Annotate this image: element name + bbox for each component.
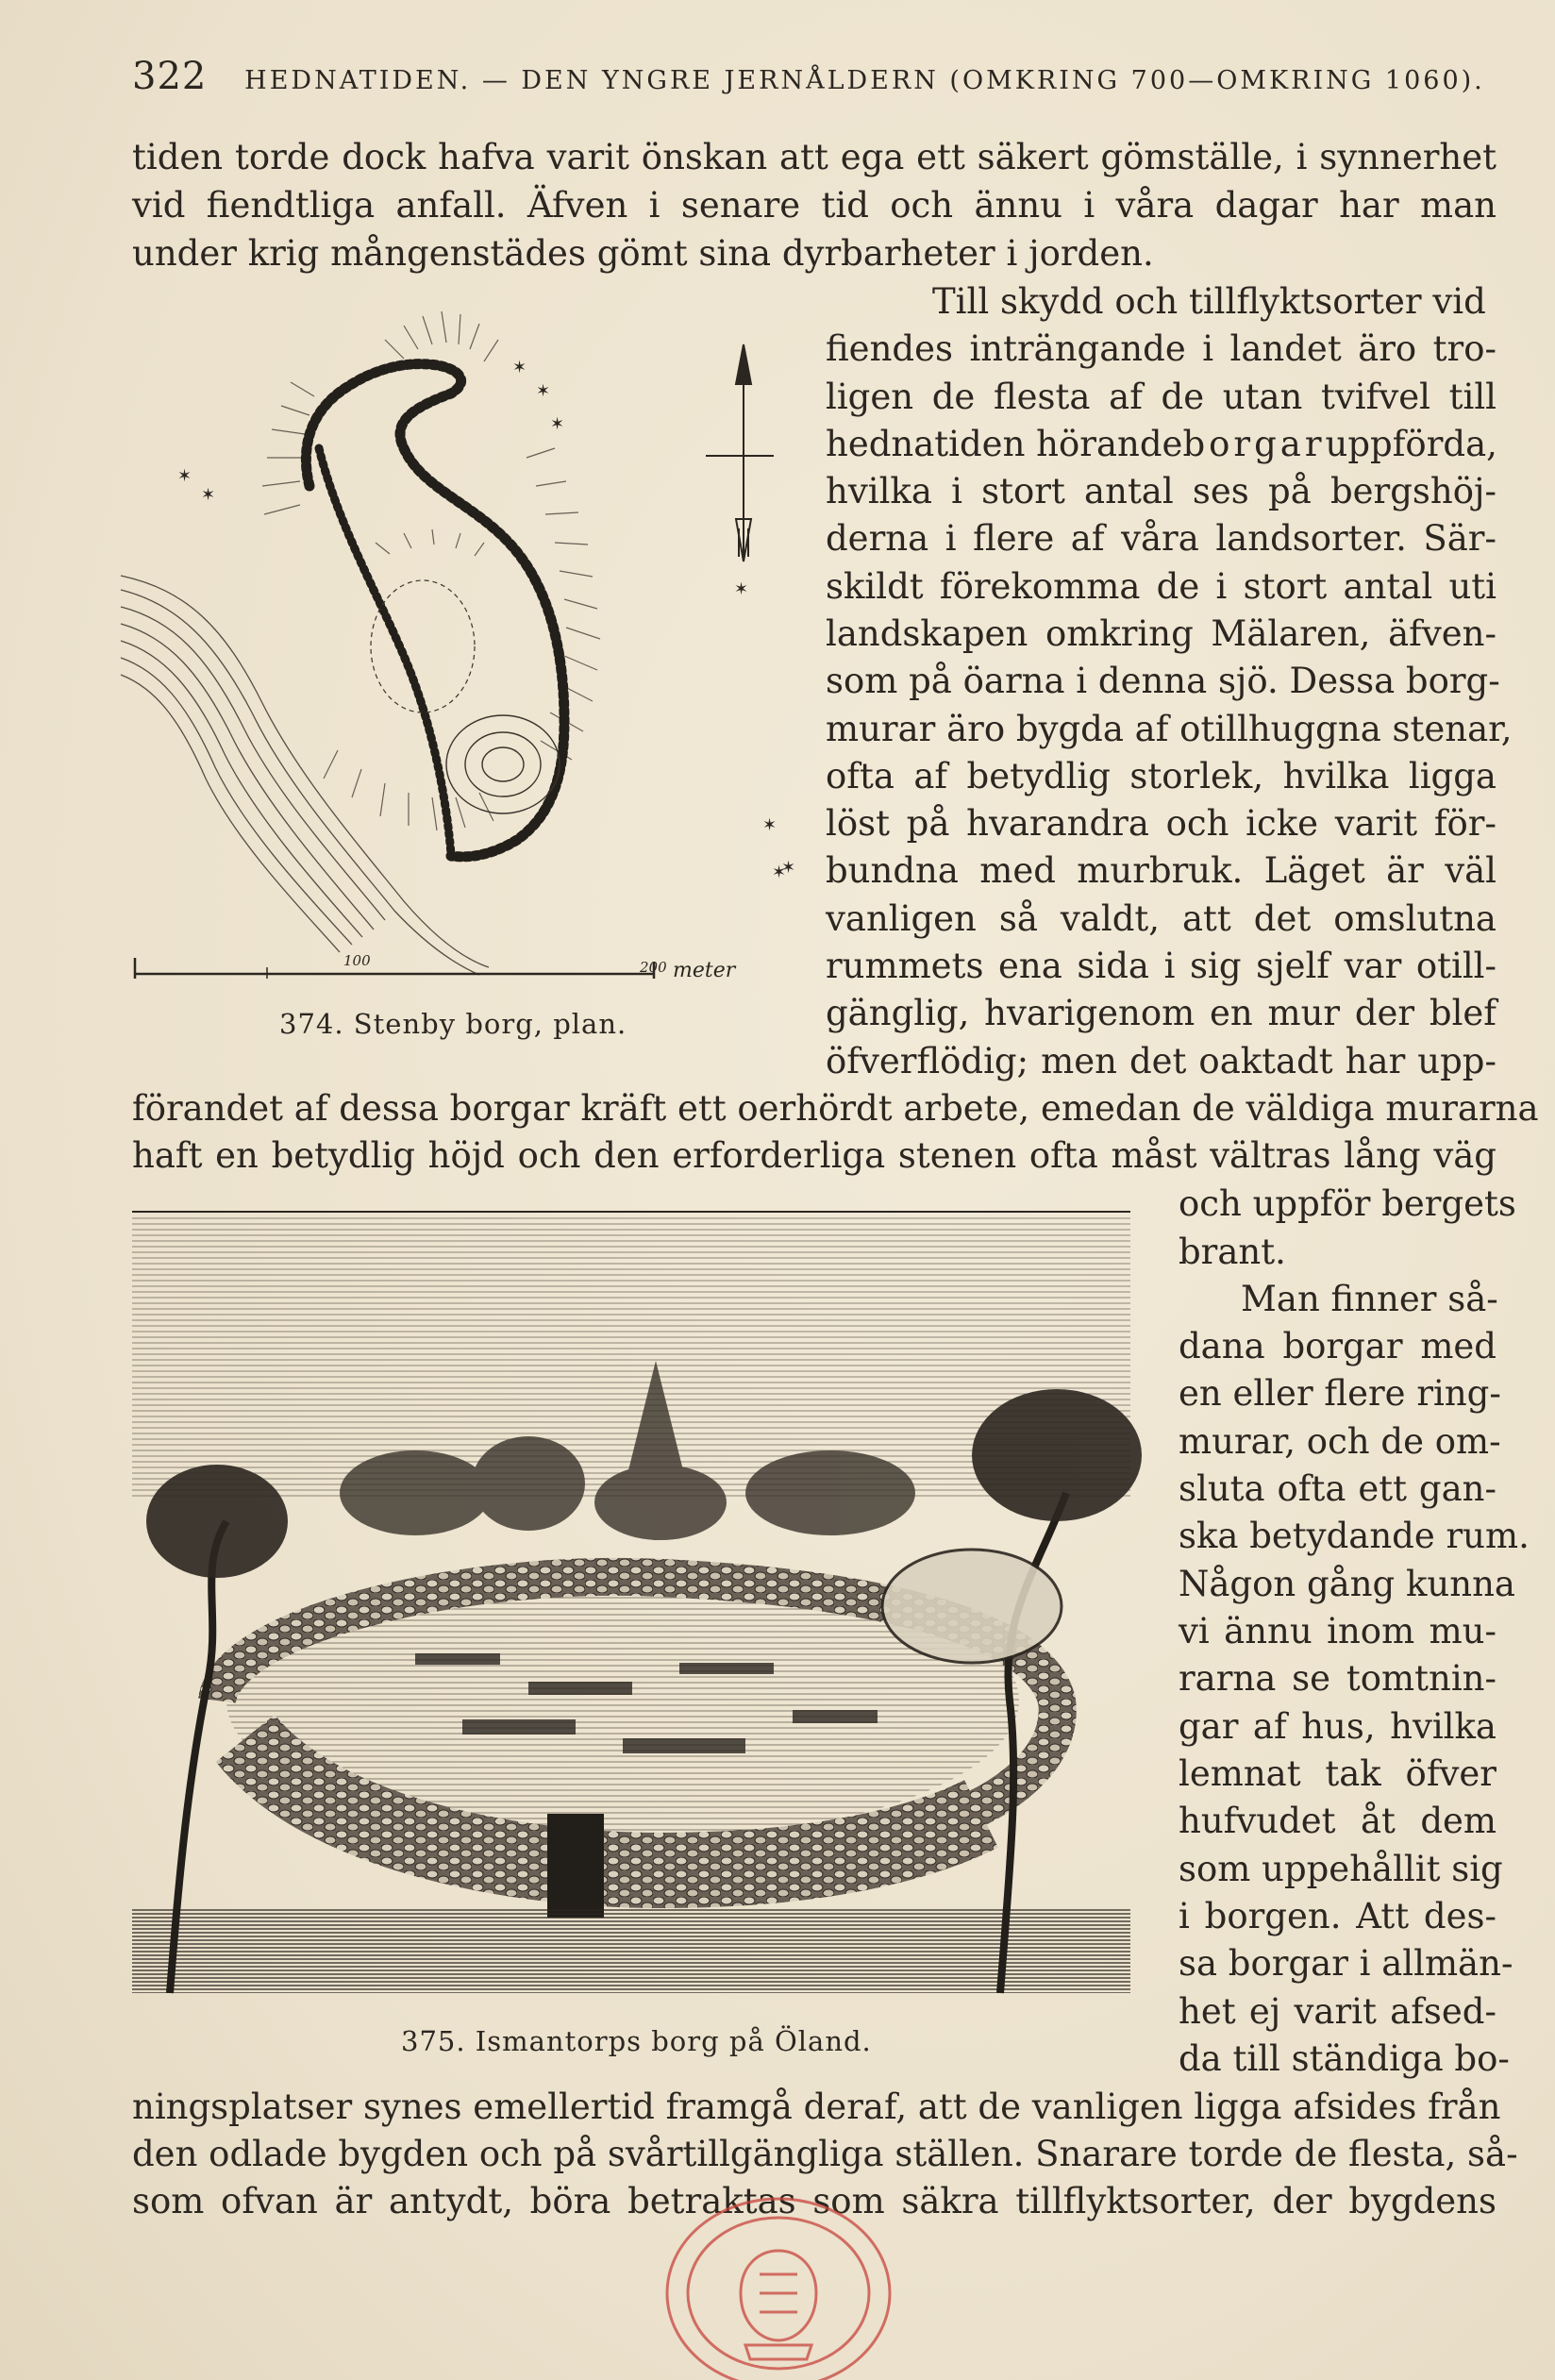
text-line: lemnat tak öfver <box>1179 1753 1496 1794</box>
scale-label-100: 100 <box>343 952 371 969</box>
text-line: som på öarna i denna sjö. Dessa borg- <box>826 661 1500 701</box>
text-line: den odlade bygden och på svårtillgängliga ställen. Snarare torde de flesta, så- <box>132 2134 1518 2174</box>
text-line: i borgen. Att des- <box>1179 1896 1496 1936</box>
text-line: vi ännu inom mu- <box>1179 1611 1496 1651</box>
text-line: öfverflödig; men det oaktadt har upp- <box>826 1041 1496 1081</box>
text-line: sluta ofta ett gan- <box>1179 1468 1496 1509</box>
text-line: hvilka i stort antal ses på bergshöj- <box>826 471 1496 511</box>
page-number: 322 <box>132 55 208 98</box>
text-line: löst på hvarandra och icke varit för- <box>826 803 1496 844</box>
text-line: ningsplatser synes emellertid framgå deraf, att de vanligen ligga afsides från <box>132 2087 1501 2127</box>
text-line: gar af hus, hvilka <box>1179 1706 1496 1747</box>
text-line: som ofvan är antydt, böra betraktas som säkra tillflyktsorter, der bygdens <box>132 2181 1496 2221</box>
text-line: dana borgar med <box>1179 1326 1496 1366</box>
text-line: vanligen så valdt, att det omslutna <box>826 898 1496 939</box>
svg-text:✶: ✶ <box>762 815 778 835</box>
text-line: förandet af dessa borgar kräft ett oerhördt arbete, emedan de väldiga murarna <box>132 1088 1539 1129</box>
text-line: gänglig, hvarigenom en mur der blef <box>826 993 1496 1033</box>
svg-text:✶: ✶ <box>177 466 192 486</box>
scale-label-unit: meter <box>673 959 736 982</box>
text-segment: uppförda, <box>1325 424 1497 464</box>
text-line: murar, och de om- <box>1179 1421 1501 1462</box>
svg-text:✶: ✶ <box>512 358 527 377</box>
emphasized-term: borgar <box>1182 424 1326 464</box>
text-line: murar äro bygda af otillhuggna stenar, <box>826 709 1513 749</box>
text-segment: hednatiden hörande <box>826 424 1183 464</box>
text-line: rummets ena sida i sig sjelf var otill- <box>826 946 1496 986</box>
text-line: Till skydd och tillflyktsorter vid <box>932 281 1486 322</box>
svg-text:✶: ✶ <box>772 863 787 882</box>
text-line: ligen de flesta af de utan tvifvel till <box>826 377 1496 417</box>
text-line: sa borgar i allmän- <box>1179 1943 1513 1984</box>
text-line: hufvudet åt dem <box>1179 1801 1496 1841</box>
text-line: under krig mångenstädes gömt sina dyrbarheter i jorden. <box>132 233 1154 274</box>
text-line: en eller flere ring- <box>1179 1373 1501 1414</box>
figure-375-caption: 375. Ismantorps borg på Öland. <box>401 2025 872 2057</box>
svg-text:✶: ✶ <box>734 579 749 599</box>
text-line: derna i flere af våra landsorter. Sär- <box>826 518 1496 559</box>
text-line: rarna se tomtnin- <box>1179 1658 1496 1699</box>
text-line: het ej varit afsed- <box>1179 1991 1496 2032</box>
svg-text:✶: ✶ <box>550 414 565 434</box>
text-line: ofta af betydlig storlek, hvilka ligga <box>826 756 1496 796</box>
text-line: ska betydande rum. <box>1179 1516 1530 1556</box>
figure-375-engraving <box>132 1210 1130 2003</box>
text-line: tiden torde dock hafva varit önskan att ega ett säkert gömställe, i synnerhet <box>132 137 1496 177</box>
running-header <box>132 55 1491 100</box>
text-line: som uppehållit sig <box>1179 1849 1503 1889</box>
figure-374-plan-map <box>121 307 796 1000</box>
text-line: fiendes inträngande i landet äro tro- <box>826 328 1496 369</box>
text-line: bundna med murbruk. Läget är väl <box>826 850 1496 891</box>
svg-text:✶: ✶ <box>781 858 796 878</box>
svg-text:✶: ✶ <box>536 381 551 401</box>
text-line: landskapen omkring Mälaren, äfven- <box>826 613 1496 654</box>
figure-374-caption: 374. Stenby borg, plan. <box>279 1008 627 1040</box>
text-line: och uppför bergets <box>1179 1183 1516 1224</box>
text-line: Någon gång kunna <box>1179 1564 1515 1604</box>
scale-label-200: 200 <box>640 959 667 976</box>
text-line: da till ständiga bo- <box>1179 2038 1510 2079</box>
svg-text:✶: ✶ <box>201 485 216 505</box>
text-line: skildt förekomma de i stort antal uti <box>826 566 1496 607</box>
text-line: brant. <box>1179 1232 1286 1272</box>
text-line: vid fiendtliga anfall. Äfven i senare tid och ännu i våra dagar har man <box>132 185 1496 226</box>
text-line-with-emphasis <box>826 421 1496 468</box>
running-title: HEDNATIDEN. — DEN YNGRE JERNÅLDERN (OMKRING 700—OMKRING 1060). <box>244 66 1485 95</box>
library-stamp <box>642 2170 915 2380</box>
text-line: Man finner så- <box>1241 1279 1498 1319</box>
text-line: haft en betydlig höjd och den erforderliga stenen ofta måst vältras lång väg <box>132 1135 1496 1176</box>
